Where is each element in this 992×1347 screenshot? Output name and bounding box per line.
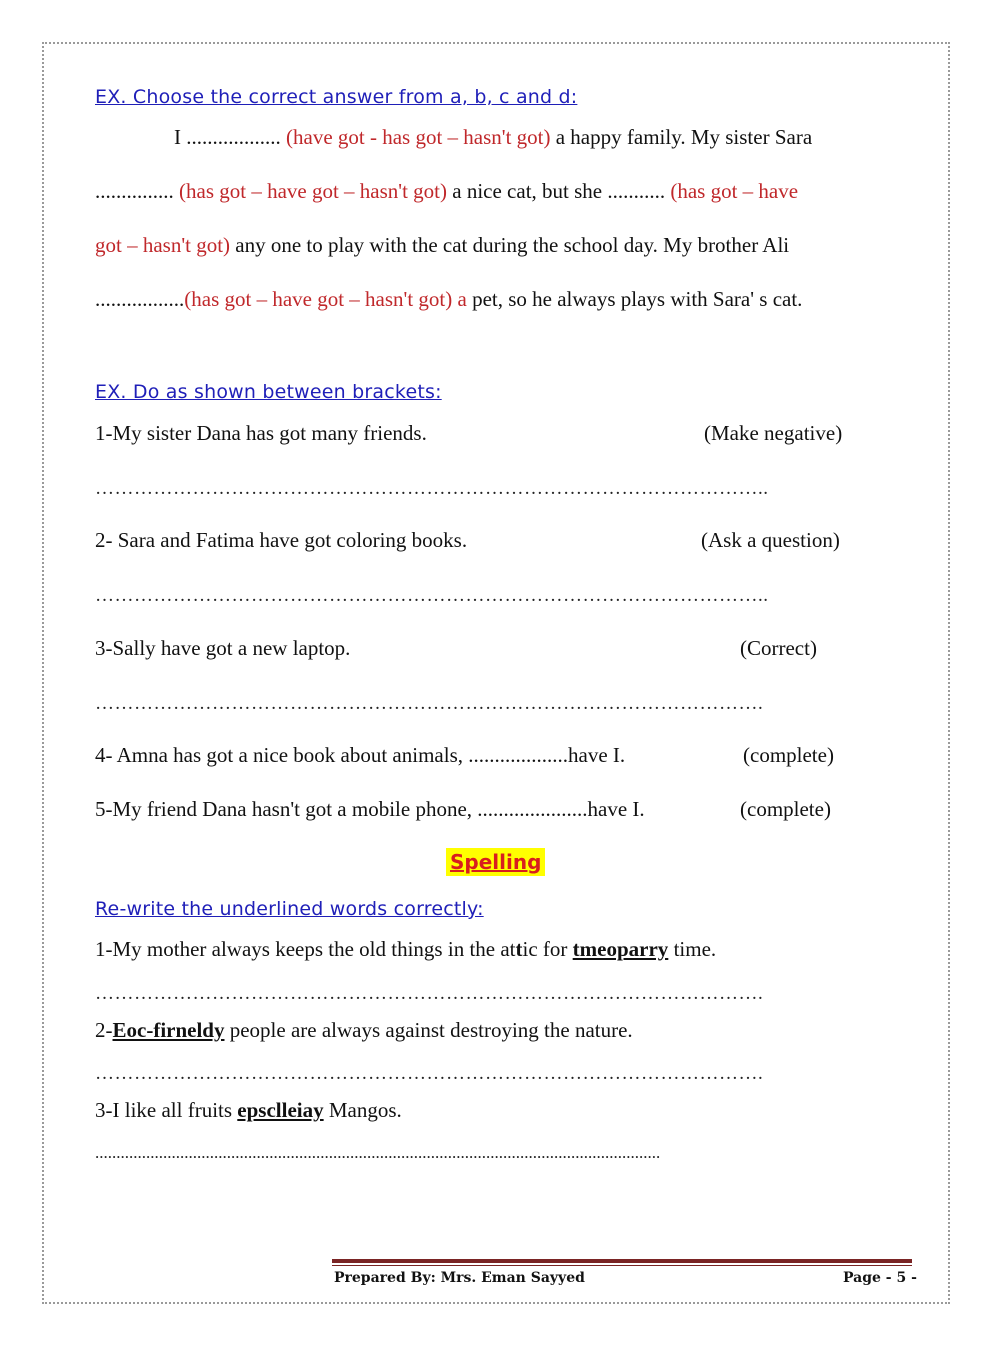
footer-page-number: Page - 5 - bbox=[843, 1270, 917, 1286]
exercise-2-title: EX. Do as shown between brackets: bbox=[95, 381, 442, 403]
spelling-item-1 bbox=[95, 937, 716, 962]
exercise-1-line-2 bbox=[95, 179, 798, 204]
exercise-2-instruction-2: (Ask a question) bbox=[701, 528, 840, 552]
text: pet, so he always plays with Sara' s cat. bbox=[466, 287, 803, 311]
exercise-2-instruction-4: (complete) bbox=[743, 743, 834, 767]
bold-letter: t bbox=[515, 937, 523, 961]
choice-options: got – hasn't got) bbox=[95, 233, 231, 257]
text: time. bbox=[668, 937, 717, 961]
text: I .................. bbox=[174, 125, 286, 149]
exercise-1-line-1 bbox=[174, 125, 812, 150]
footer-rule-thin bbox=[332, 1265, 912, 1266]
exercise-1-line-4 bbox=[95, 287, 802, 312]
exercise-2-instruction-5: (complete) bbox=[740, 797, 831, 821]
misspelled-word: epsclleiay bbox=[237, 1098, 324, 1122]
spelling-title: Re-write the underlined words correctly: bbox=[95, 898, 484, 920]
answer-line-3: …………………………………………………………………………………………. bbox=[95, 693, 764, 714]
exercise-2-item-4: 4- Amna has got a nice book about animals, ...................have I. bbox=[95, 743, 626, 767]
text: 2- bbox=[95, 1018, 113, 1042]
answer-line-2: ………………………………………………………………………………………….. bbox=[95, 585, 769, 606]
exercise-1-line-3 bbox=[95, 233, 789, 258]
exercise-2-item-1: 1-My sister Dana has got many friends. bbox=[95, 421, 427, 445]
choice-options: (has got – have bbox=[670, 179, 799, 203]
spelling-answer-line-3: ..................................................................................................................................... bbox=[95, 1143, 661, 1162]
spelling-heading: Spelling bbox=[446, 848, 545, 876]
text: any one to play with the cat during the school day. My brother Ali bbox=[230, 233, 790, 257]
exercise-2-item-2: 2- Sara and Fatima have got coloring books. bbox=[95, 528, 468, 552]
footer-rule bbox=[332, 1259, 912, 1263]
footer-prepared-by: Prepared By: Mrs. Eman Sayyed bbox=[334, 1270, 585, 1286]
choice-options: (have got - has got – hasn't got) bbox=[286, 125, 551, 149]
spelling-answer-line-2: …………………………………………………………………………………………. bbox=[95, 1063, 764, 1084]
exercise-2-instruction-3: (Correct) bbox=[740, 636, 817, 660]
misspelled-word: tmeoparry bbox=[572, 937, 669, 961]
text: 1-My mother always keeps the old things in the at bbox=[95, 937, 516, 961]
exercise-2-instruction-1: (Make negative) bbox=[704, 421, 843, 445]
exercise-1-title: EX. Choose the correct answer from a, b, c and d: bbox=[95, 86, 578, 108]
text: ic for bbox=[522, 937, 573, 961]
choice-options: (has got – have got – hasn't got) bbox=[179, 179, 447, 203]
answer-line-1: ………………………………………………………………………………………….. bbox=[95, 478, 769, 499]
text: a nice cat, but she ........... bbox=[447, 179, 671, 203]
text: Mangos. bbox=[323, 1098, 402, 1122]
spelling-item-2 bbox=[95, 1018, 633, 1043]
misspelled-word: Eoc-firneldy bbox=[112, 1018, 225, 1042]
exercise-2-item-5: 5-My friend Dana hasn't got a mobile phone, .....................have I. bbox=[95, 797, 645, 821]
exercise-2-item-3: 3-Sally have got a new laptop. bbox=[95, 636, 351, 660]
spelling-item-3 bbox=[95, 1098, 402, 1123]
spelling-answer-line-1: …………………………………………………………………………………………. bbox=[95, 983, 764, 1004]
text: a happy family. My sister Sara bbox=[550, 125, 813, 149]
text: 3-I like all fruits bbox=[95, 1098, 238, 1122]
text: people are always against destroying the nature. bbox=[224, 1018, 633, 1042]
choice-options: (has got – have got – hasn't got) a bbox=[184, 287, 467, 311]
blank: ............... bbox=[95, 179, 179, 203]
blank: ................. bbox=[95, 287, 185, 311]
